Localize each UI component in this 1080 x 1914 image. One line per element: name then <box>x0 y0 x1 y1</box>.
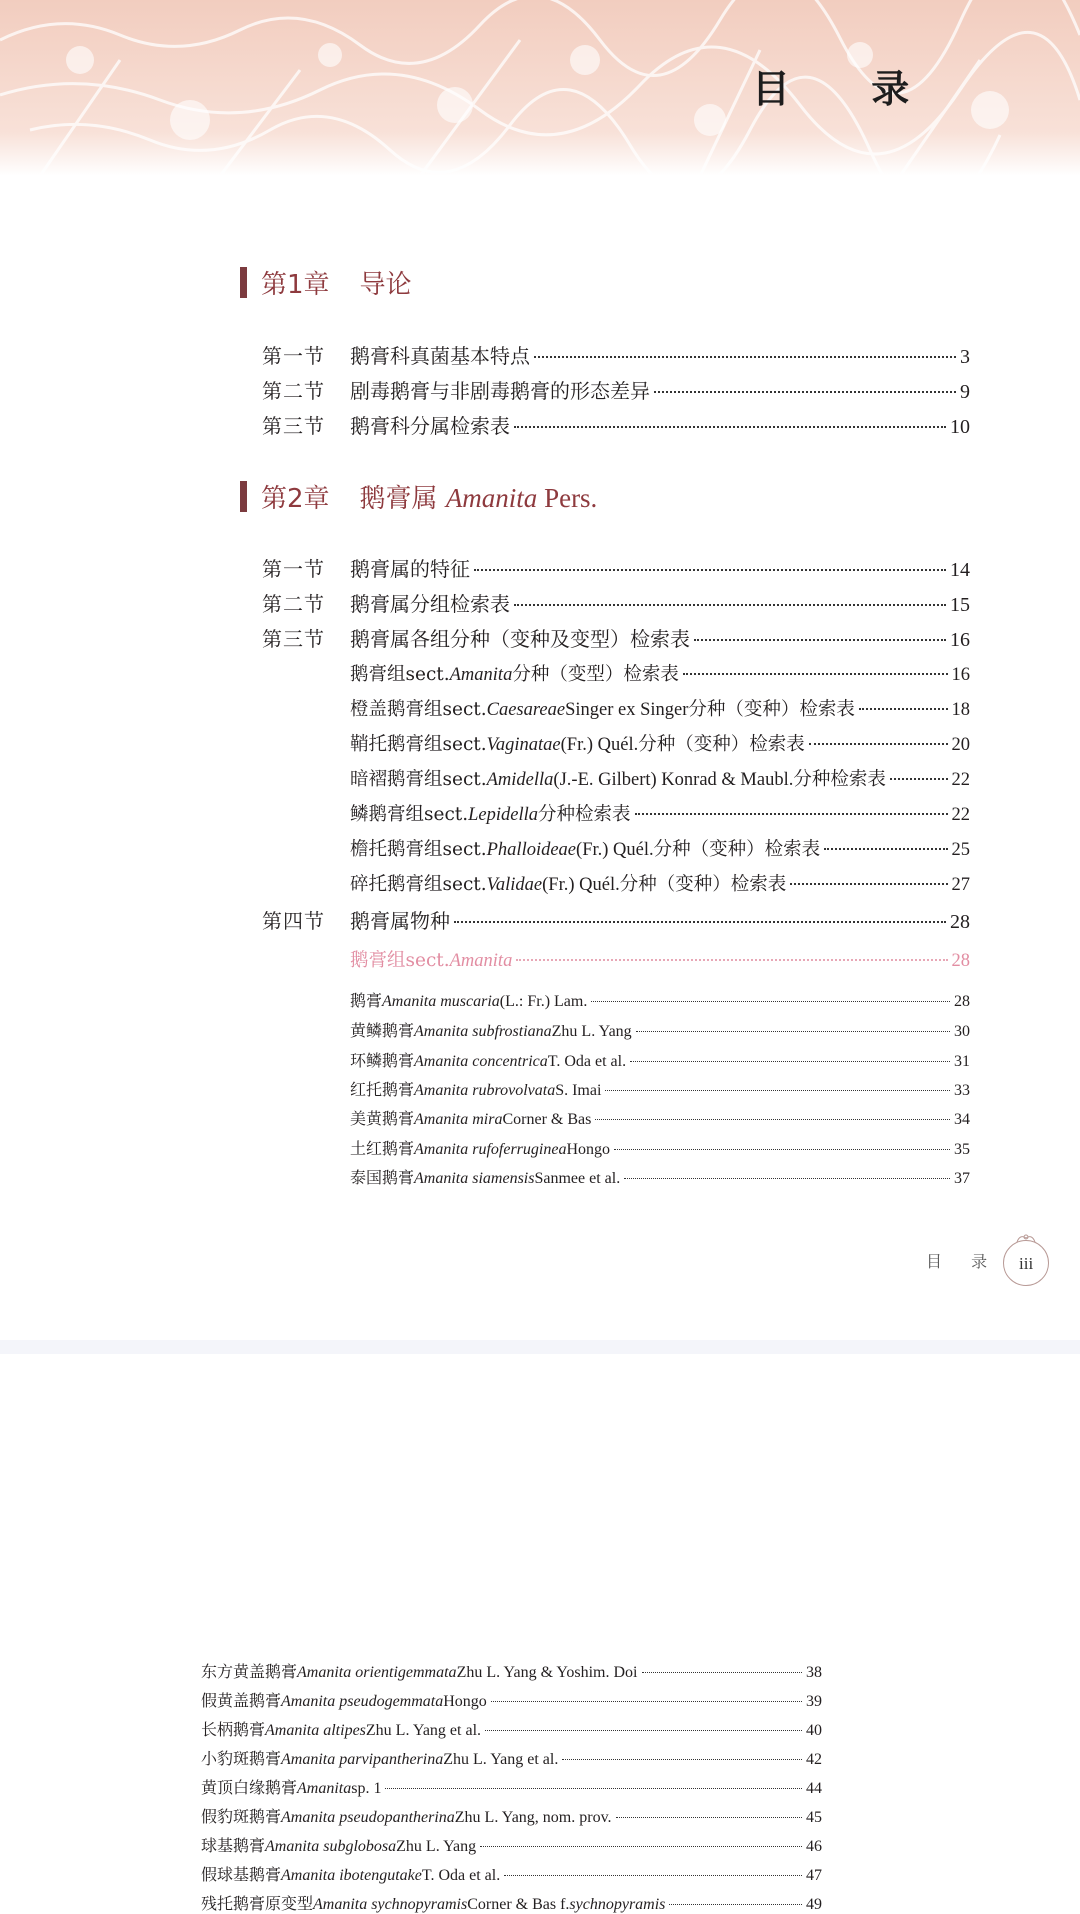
sci-name: Amanita rufoferruginea <box>414 1141 567 1158</box>
page-divider <box>0 1340 1080 1354</box>
dot-leader <box>790 883 947 885</box>
toc-subentry[interactable]: 暗褶鹅膏组sect. Amidella (J.-E. Gilbert) Konrad & Maubl. 分种检索表 22 <box>350 769 970 790</box>
sci-name: Vaginatae <box>486 735 561 755</box>
page-number: 31 <box>954 1053 970 1070</box>
toc-page-next <box>0 1354 1080 1913</box>
dot-leader <box>654 391 956 393</box>
section-number: 第一节 <box>262 557 325 581</box>
page-number: 37 <box>954 1170 970 1187</box>
entry-title: 剧毒鹅膏与非剧毒鹅膏的形态差异 <box>350 379 650 403</box>
sci-name: Phalloideae <box>486 840 577 860</box>
sci-name: Amanita <box>449 665 513 685</box>
toc-entry[interactable] <box>262 588 970 617</box>
dot-leader <box>616 1817 802 1818</box>
toc-subentry[interactable]: 鳞鹅膏组sect. Lepidella 分种检索表 22 <box>350 804 970 825</box>
toc-entry[interactable] <box>262 375 970 404</box>
page-number: 3 <box>960 346 970 368</box>
dot-leader <box>859 708 948 710</box>
dot-leader <box>824 848 947 850</box>
section-number: 第二节 <box>262 592 325 616</box>
toc-entry[interactable] <box>262 623 970 652</box>
dot-leader <box>534 356 956 358</box>
page-number: 49 <box>806 1896 822 1913</box>
entry-title: 鹅膏科分属检索表 <box>350 414 510 438</box>
page-number: 45 <box>806 1809 822 1826</box>
sci-name: Amanita rubrovolvata <box>414 1082 556 1099</box>
sci-name: Amanita ibotengutake <box>281 1867 422 1884</box>
species-entry[interactable]: 美黄鹅膏 Amanita mira Corner & Bas 34 <box>350 1109 970 1128</box>
page-number: 33 <box>954 1082 970 1099</box>
toc-entry[interactable] <box>262 553 970 582</box>
dot-leader <box>890 778 948 780</box>
species-entry[interactable]: 假球基鹅膏 Amanita ibotengutake T. Oda et al. 47 <box>201 1865 822 1884</box>
dot-leader <box>642 1672 803 1673</box>
dot-leader <box>624 1178 950 1179</box>
dot-leader <box>385 1788 802 1789</box>
page-number: 40 <box>806 1722 822 1739</box>
entry-title: 鹅膏属分组检索表 <box>350 592 510 616</box>
dot-leader <box>485 1730 802 1731</box>
sci-name: Amanita concentrica <box>414 1053 548 1070</box>
page-number: 25 <box>951 840 970 860</box>
page-number: 10 <box>950 416 970 438</box>
sci-name: Amidella <box>486 770 554 790</box>
toc-entry[interactable] <box>262 905 970 934</box>
page-number: 16 <box>950 629 970 651</box>
species-entry[interactable]: 东方黄盖鹅膏 Amanita orientigemmata Zhu L. Yang & Yoshim. Doi 38 <box>201 1662 822 1681</box>
toc-entry[interactable] <box>262 340 970 369</box>
species-entry[interactable]: 泰国鹅膏 Amanita siamensis Sanmee et al. 37 <box>350 1168 970 1187</box>
dot-leader <box>809 743 948 745</box>
page-number: 44 <box>806 1780 822 1797</box>
chapter-bar <box>240 481 247 512</box>
page-number: 20 <box>951 735 970 755</box>
chapter-number: 第1章 <box>261 269 330 300</box>
sci-name: Amanita mira <box>414 1111 503 1128</box>
sci-name: Caesareae <box>486 700 566 720</box>
species-entry[interactable]: 长柄鹅膏 Amanita altipes Zhu L. Yang et al. 40 <box>201 1720 822 1739</box>
species-entry[interactable]: 鹅膏 Amanita muscaria (L.: Fr.) Lam. 28 <box>350 991 970 1010</box>
dot-leader <box>591 1001 950 1002</box>
sci-name: Lepidella <box>468 805 539 825</box>
sci-name: Amanita siamensis <box>414 1170 535 1187</box>
page-number-badge <box>1003 1232 1049 1288</box>
page-title: 目 录 <box>752 67 944 111</box>
section-number: 第二节 <box>262 379 325 403</box>
toc-subentry[interactable]: 鹅膏组sect. Amanita 分种（变型）检索表 16 <box>350 664 970 685</box>
page-number: 28 <box>951 951 970 971</box>
dot-leader <box>635 813 948 815</box>
species-entry[interactable]: 黄鳞鹅膏 Amanita subfrostiana Zhu L. Yang 30 <box>350 1021 970 1040</box>
dot-leader <box>514 426 946 428</box>
toc-subentry[interactable]: 鞘托鹅膏组sect. Vaginatae (Fr.) Quél. 分种（变种）检索表 20 <box>350 734 970 755</box>
chapter-sci-name: Amanita <box>445 482 538 513</box>
chapter-title: 鹅膏属 Amanita Pers. <box>359 482 598 514</box>
toc-subentry[interactable]: 檐托鹅膏组sect. Phalloideae (Fr.) Quél. 分种（变种）检索表 25 <box>350 839 970 860</box>
page-number: 18 <box>951 700 970 720</box>
page-number: 46 <box>806 1838 822 1855</box>
species-entry[interactable]: 球基鹅膏 Amanita subglobosa Zhu L. Yang 46 <box>201 1836 822 1855</box>
entry-title: 鹅膏科真菌基本特点 <box>350 344 530 368</box>
species-entry[interactable]: 土红鹅膏 Amanita rufoferruginea Hongo 35 <box>350 1139 970 1158</box>
page-footer <box>926 1232 1049 1288</box>
sci-name: Amanita subglobosa <box>265 1838 397 1855</box>
sci-name: Amanita subfrostiana <box>414 1023 552 1040</box>
footer-label: 目 录 <box>926 1251 1000 1271</box>
chapter-bar <box>240 267 247 298</box>
dot-leader <box>516 959 947 961</box>
sci-name: Amanita <box>297 1780 352 1797</box>
sci-name: Amanita sychnopyramis <box>313 1896 468 1913</box>
dot-leader <box>669 1904 802 1905</box>
page-number: 22 <box>951 805 970 825</box>
section-number: 第一节 <box>262 344 325 368</box>
dot-leader <box>562 1759 802 1760</box>
toc-subentry[interactable]: 橙盖鹅膏组sect. Caesareae Singer ex Singer 分种（变种）检索表 18 <box>350 699 970 720</box>
page-number: 39 <box>806 1693 822 1710</box>
toc-subentry[interactable]: 碎托鹅膏组sect. Validae (Fr.) Quél. 分种（变种）检索表 27 <box>350 874 970 895</box>
dot-leader <box>454 921 946 923</box>
page-number: 9 <box>960 381 970 403</box>
species-entry[interactable]: 残托鹅膏原变型 Amanita sychnopyramis Corner & Bas f. sychnopyramis 49 <box>201 1894 822 1913</box>
chapter-heading <box>240 479 597 513</box>
page-number: 30 <box>954 1023 970 1040</box>
sci-name: Amanita parvipantherina <box>281 1751 444 1768</box>
dot-leader <box>504 1875 802 1876</box>
sci-name: Amanita muscaria <box>382 993 500 1010</box>
species-entry[interactable]: 假豹斑鹅膏 Amanita pseudopantherina Zhu L. Yang, nom. prov. 45 <box>201 1807 822 1826</box>
section-number: 第三节 <box>262 627 325 651</box>
page-number: 28 <box>954 993 970 1010</box>
dot-leader <box>605 1090 950 1091</box>
chapter-number: 第2章 <box>261 483 330 514</box>
sci-name: sychnopyramis <box>569 1896 666 1913</box>
species-entry[interactable]: 环鳞鹅膏 Amanita concentrica T. Oda et al. 31 <box>350 1051 970 1070</box>
page-number: 38 <box>806 1664 822 1681</box>
chapter-title: 导论 <box>359 269 412 300</box>
sci-name: Amanita pseudopantherina <box>281 1809 455 1826</box>
entry-title: 鹅膏属的特征 <box>350 557 470 581</box>
page-number: 14 <box>950 559 970 581</box>
page-number: 47 <box>806 1867 822 1884</box>
toc-group-entry[interactable]: 鹅膏组sect. Amanita 28 <box>350 950 970 971</box>
entry-title: 鹅膏属各组分种（变种及变型）检索表 <box>350 627 690 651</box>
page-number: 35 <box>954 1141 970 1158</box>
species-entry[interactable]: 黄顶白缘鹅膏 Amanita sp. 1 44 <box>201 1778 822 1797</box>
page-number: 27 <box>951 875 970 895</box>
dot-leader <box>595 1119 950 1120</box>
dot-leader <box>480 1846 802 1847</box>
dot-leader <box>474 569 946 571</box>
sci-name: Amanita <box>449 951 513 971</box>
page-number: 16 <box>951 665 970 685</box>
dot-leader <box>491 1701 802 1702</box>
sci-name: Amanita altipes <box>265 1722 366 1739</box>
dot-leader <box>630 1061 950 1062</box>
footer-page-number: iii <box>1019 1254 1034 1273</box>
species-entry[interactable]: 假黄盖鹅膏 Amanita pseudogemmata Hongo 39 <box>201 1691 822 1710</box>
sci-name: Amanita pseudogemmata <box>281 1693 444 1710</box>
species-entry[interactable]: 小豹斑鹅膏 Amanita parvipantherina Zhu L. Yang et al. 42 <box>201 1749 822 1768</box>
dot-leader <box>694 639 946 641</box>
dot-leader <box>636 1031 950 1032</box>
toc-entry[interactable] <box>262 410 970 439</box>
page-number: 34 <box>954 1111 970 1128</box>
section-number: 第四节 <box>262 909 325 933</box>
chapter-sci-author: Pers. <box>537 482 598 513</box>
page-number: 15 <box>950 594 970 616</box>
page-number: 22 <box>951 770 970 790</box>
sci-name: Validae <box>486 875 543 895</box>
page-number: 42 <box>806 1751 822 1768</box>
species-entry[interactable]: 红托鹅膏 Amanita rubrovolvata S. Imai 33 <box>350 1080 970 1099</box>
dot-leader <box>683 673 948 675</box>
dot-leader <box>514 604 946 606</box>
sci-name: Amanita orientigemmata <box>297 1664 457 1681</box>
dot-leader <box>614 1149 950 1150</box>
page-number: 28 <box>950 911 970 933</box>
section-number: 第三节 <box>262 414 325 438</box>
entry-title: 鹅膏属物种 <box>350 909 450 933</box>
chapter-heading <box>240 265 412 299</box>
